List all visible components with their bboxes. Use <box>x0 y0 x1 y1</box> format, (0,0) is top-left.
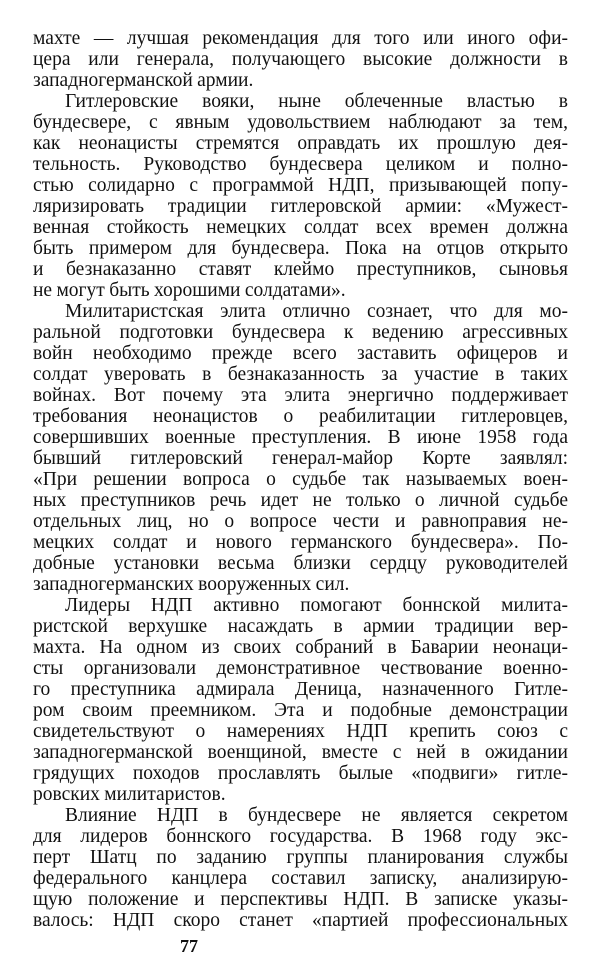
text-line: ральной подготовки бундесвера к ведению агрессивных <box>33 322 568 343</box>
page-body <box>33 28 568 931</box>
text-line: не могут быть хорошими солдатами». <box>33 280 346 301</box>
text-line: ляризировать традиции гитлеровской армии: «Мужест- <box>33 196 568 217</box>
text-line: солдат уверовать в безнаказанность за участие в таких <box>33 364 568 385</box>
text-line: отдельных лиц, но о вопросе чести и равноправия не- <box>33 511 568 532</box>
text-line: тельность. Руководство бундесвера целиком и полно- <box>33 154 568 175</box>
text-line: и безнаказанно ставят клеймо преступников, сыновья <box>33 259 568 280</box>
text-line: Влияние НДП в бундесвере не является секретом <box>65 805 568 826</box>
text-line: Лидеры НДП активно помогают боннской милита- <box>65 595 568 616</box>
text-line: ристской верхушке насаждать в армии традиции вер- <box>33 616 568 637</box>
text-line: требования неонацистов о реабилитации гитлеровцев, <box>33 406 568 427</box>
text-line: западногерманской армии. <box>33 70 254 91</box>
text-line: махта. На одном из своих собраний в Баварии неонаци- <box>33 637 568 658</box>
text-line: бундесвере, с явным удовольствием наблюдают за тем, <box>33 112 568 133</box>
text-line: свидетельствуют о намерениях НДП крепить союз с <box>33 721 568 742</box>
paragraph <box>33 595 568 805</box>
paragraph <box>33 805 568 931</box>
text-line: грядущих походов прославлять былые «подвиги» гитле- <box>33 763 568 784</box>
text-line: войнах. Вот почему эта элита энергично поддерживает <box>33 385 568 406</box>
text-line: сты организовали демонстративное чествование военно- <box>33 658 568 679</box>
text-line: быть примером для бундесвера. Пока на отцов открыто <box>33 238 568 259</box>
text-line: валось: НДП скоро станет «партией профессиональных <box>33 910 568 931</box>
text-line: войн необходимо прежде всего заставить офицеров и <box>33 343 568 364</box>
text-line: добные установки весьма близки сердцу руководителей <box>33 553 568 574</box>
text-line: ром своим преемником. Эта и подобные демонстрации <box>33 700 568 721</box>
text-line: ровских милитаристов. <box>33 784 226 805</box>
text-line: Милитаристская элита отлично сознает, что для мо- <box>65 301 568 322</box>
text-line: цера или генерала, получающего высокие должности в <box>33 49 568 70</box>
paragraph <box>33 301 568 595</box>
text-line: для лидеров боннского государства. В 1968 году экс- <box>33 826 568 847</box>
text-line: мецких солдат и нового германского бундесвера». По- <box>33 532 568 553</box>
text-line: венная стойкость немецких солдат всех времен должна <box>33 217 568 238</box>
text-line: западногерманских вооруженных сил. <box>33 574 350 595</box>
text-line: махте — лучшая рекомендация для того или иного офи- <box>33 28 568 49</box>
text-line: стью солидарно с программой НДП, призывающей попу- <box>33 175 568 196</box>
text-line: федерального канцлера составил записку, анализирую- <box>33 868 568 889</box>
text-line: западногерманской военщиной, вместе с ней в ожидании <box>33 742 568 763</box>
text-line: «При решении вопроса о судьбе так называемых воен- <box>33 469 568 490</box>
paragraph <box>33 28 568 91</box>
text-line: го преступника адмирала Деница, назначенного Гитле- <box>33 679 568 700</box>
text-line: бывший гитлеровский генерал-майор Корте заявлял: <box>33 448 568 469</box>
text-line: совершивших военные преступления. В июне 1958 года <box>33 427 568 448</box>
text-line: Гитлеровские вояки, ныне облеченные властью в <box>65 91 568 112</box>
page-number: 77 <box>180 936 198 956</box>
text-line: как неонацисты стремятся оправдать их прошлую дея- <box>33 133 568 154</box>
text-line: перт Шатц по заданию группы планирования службы <box>33 847 568 868</box>
paragraph <box>33 91 568 301</box>
text-line: щую положение и перспективы НДП. В записке указы- <box>33 889 568 910</box>
text-line: ных преступников речь идет не только о личной судьбе <box>33 490 568 511</box>
